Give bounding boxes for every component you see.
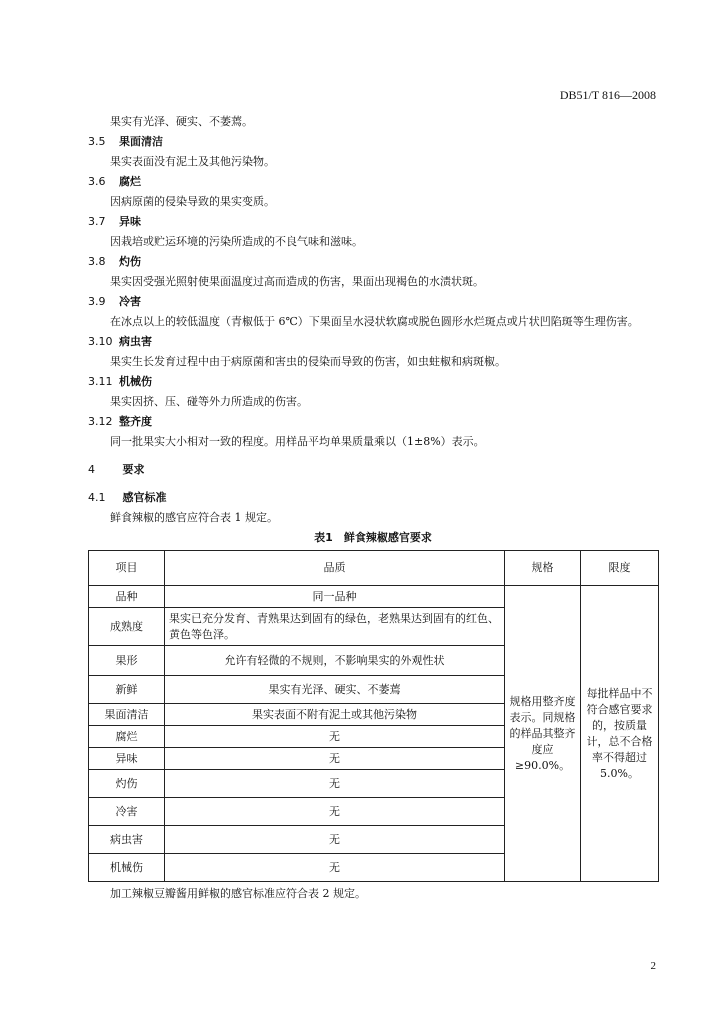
cell-item: 异味	[89, 748, 165, 770]
cell-item: 腐烂	[89, 726, 165, 748]
cell-item: 果面清洁	[89, 704, 165, 726]
document-code: DB51/T 816—2008	[559, 88, 656, 102]
clause-text: 同一批果实大小相对一致的程度。用样品平均单果质量乘以（1±8%）表示。	[110, 435, 485, 448]
section-4-1-title: 感官标准	[122, 491, 167, 504]
clause-number: 3.11	[88, 375, 113, 388]
clause-title: 整齐度	[119, 415, 152, 428]
cell-quality: 无	[165, 748, 505, 770]
clause-number: 3.10	[88, 335, 113, 348]
clause-title: 灼伤	[119, 255, 141, 268]
clause-heading	[88, 412, 658, 432]
clause-heading	[88, 212, 658, 232]
clause-text: 因栽培或贮运环境的污染所造成的不良气味和滋味。	[110, 235, 363, 248]
section-4-1-text: 鲜食辣椒的感官应符合表 1 规定。	[110, 511, 278, 524]
clause-text: 果实表面没有泥土及其他污染物。	[110, 155, 275, 168]
cell-quality: 果实有光泽、硬实、不萎蔫	[165, 676, 505, 704]
cell-item: 成熟度	[89, 608, 165, 646]
clause-heading	[88, 332, 658, 352]
clause-title: 冷害	[119, 295, 141, 308]
clause-text: 果实因受强光照射使果面温度过高而造成的伤害，果面出现褐色的水渍状斑。	[110, 275, 484, 288]
cell-item: 新鲜	[89, 676, 165, 704]
cell-item: 病虫害	[89, 826, 165, 854]
cell-quality: 无	[165, 770, 505, 798]
cell-quality: 无	[165, 726, 505, 748]
clause-title: 腐烂	[119, 175, 141, 188]
clause-number: 3.9	[88, 295, 106, 308]
header-quality: 品质	[165, 551, 505, 586]
header-limit: 限度	[581, 551, 659, 586]
clause-number: 3.7	[88, 215, 106, 228]
cell-quality: 无	[165, 854, 505, 882]
cell-quality: 果实已充分发育、青熟果达到固有的绿色，老熟果达到固有的红色、黄色等色泽。	[165, 608, 505, 646]
cell-item: 冷害	[89, 798, 165, 826]
clause-number: 3.5	[88, 135, 106, 148]
clause-title: 果面清洁	[119, 135, 163, 148]
cell-spec: 规格用整齐度表示。同规格的样品其整齐度应≥90.0%。	[505, 586, 581, 882]
table-1-caption: 表1 鲜食辣椒感官要求	[314, 531, 432, 544]
cell-item: 果形	[89, 646, 165, 676]
cell-quality: 无	[165, 798, 505, 826]
table-1	[88, 550, 659, 882]
header-item: 项目	[89, 551, 165, 586]
table-row	[89, 586, 659, 608]
lead-paragraph: 果实有光泽、硬实、不萎蔫。	[110, 115, 253, 128]
clause-heading	[88, 132, 658, 152]
after-table-paragraph: 加工辣椒豆瓣酱用鲜椒的感官标准应符合表 2 规定。	[110, 887, 366, 900]
page-content	[88, 112, 658, 904]
clause-number: 3.8	[88, 255, 106, 268]
section-4-1-number: 4.1	[88, 491, 106, 504]
clause-heading	[88, 372, 658, 392]
cell-limit: 每批样品中不符合感官要求的，按质量计，总不合格率不得超过 5.0%。	[581, 586, 659, 882]
clause-heading	[88, 252, 658, 272]
section-4-heading	[88, 460, 658, 480]
clause-heading	[88, 172, 658, 192]
clause-title: 异味	[119, 215, 141, 228]
clause-heading	[88, 292, 658, 312]
clause-text: 果实生长发育过程中由于病原菌和害虫的侵染而导致的伤害，如虫蛀椒和病斑椒。	[110, 355, 506, 368]
section-4-number: 4	[88, 463, 95, 476]
cell-quality: 允许有轻微的不规则，不影响果实的外观性状	[165, 646, 505, 676]
clause-title: 病虫害	[119, 335, 152, 348]
cell-item: 机械伤	[89, 854, 165, 882]
clause-title: 机械伤	[119, 375, 152, 388]
clause-text: 因病原菌的侵染导致的果实变质。	[110, 195, 275, 208]
clause-number: 3.12	[88, 415, 113, 428]
table-1-body	[89, 586, 659, 882]
clause-text: 在冰点以上的较低温度（青椒低于 6℃）下果面呈水浸状软腐或脱色圆形水烂斑点或片状凹陷斑等生理伤害。	[110, 315, 639, 328]
clause-number: 3.6	[88, 175, 106, 188]
clause-text: 果实因挤、压、碰等外力所造成的伤害。	[110, 395, 308, 408]
clause-list	[88, 132, 658, 452]
section-4-title: 要求	[122, 463, 145, 476]
section-4-1-heading	[88, 488, 658, 508]
header-spec: 规格	[505, 551, 581, 586]
cell-item: 品种	[89, 586, 165, 608]
table-header-row	[89, 551, 659, 586]
cell-item: 灼伤	[89, 770, 165, 798]
cell-quality: 无	[165, 826, 505, 854]
cell-quality: 同一品种	[165, 586, 505, 608]
page-number: 2	[650, 960, 656, 972]
cell-quality: 果实表面不附有泥土或其他污染物	[165, 704, 505, 726]
